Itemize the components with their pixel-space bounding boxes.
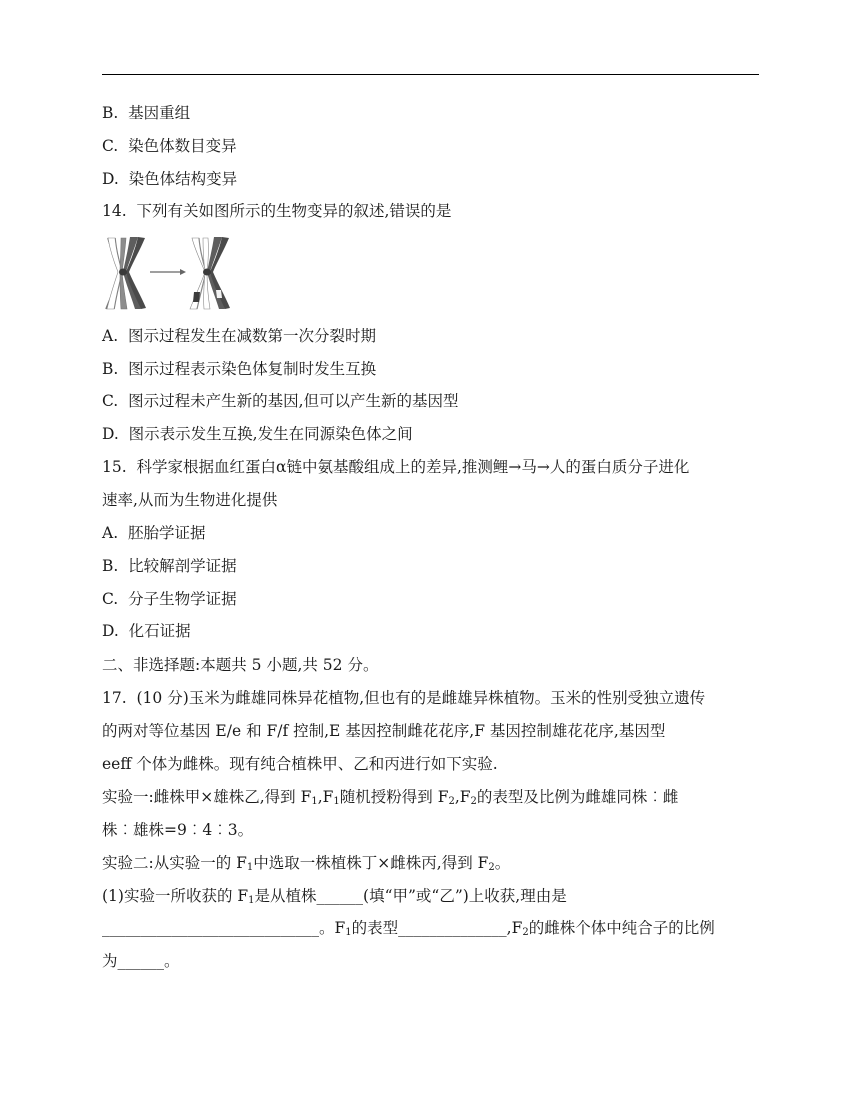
text-run: 的表型及比例为雌雄同株︰雌 — [476, 788, 679, 806]
option-d-q15: D. 化石证据 — [102, 622, 191, 640]
text-run: 的表型______________,F — [351, 919, 523, 937]
subscript: 2 — [522, 927, 529, 938]
text-run: 的雌株个体中纯合子的比例 — [528, 919, 715, 937]
subquestion-1-line2 — [102, 918, 715, 943]
option-d-q13: D. 染色体结构变异 — [102, 170, 238, 188]
subscript: 1 — [246, 862, 254, 873]
chromosome-pair-after — [190, 237, 230, 309]
text-run: 。 — [494, 854, 511, 872]
experiment-2-line — [102, 853, 510, 878]
option-c-q14: C. 图示过程未产生新的基因,但可以产生新的基因型 — [102, 392, 459, 410]
question-14-stem: 14. 下列有关如图所示的生物变异的叙述,错误的是 — [102, 202, 452, 220]
option-a-q14: A. 图示过程发生在减数第一次分裂时期 — [102, 327, 376, 345]
question-15-stem-line2: 速率,从而为生物进化提供 — [102, 491, 278, 509]
question-17-stem-line2: 的两对等位基因 E/e 和 F/f 控制,E 基因控制雌花花序,F 基因控制雄花花序,基因型 — [102, 722, 666, 740]
subquestion-1-line1 — [102, 886, 567, 911]
text-run: 中选取一株植株丁×雌株丙,得到 F — [253, 854, 489, 872]
option-b-q14: B. 图示过程表示染色体复制时发生互换 — [102, 360, 377, 378]
section-heading-nonchoice: 二、非选择题:本题共 5 小题,共 52 分。 — [102, 656, 379, 674]
text-run: ,F — [317, 788, 334, 806]
subscript: 1 — [333, 796, 340, 807]
experiment-1-line2: 株︰雄株=9︰4︰3。 — [102, 821, 254, 839]
chromosome-pair-before — [106, 237, 146, 309]
subscript: 2 — [470, 796, 477, 807]
subquestion-1-line3: 为______。 — [102, 952, 180, 970]
option-b-q13: B. 基因重组 — [102, 104, 191, 122]
subscript: 2 — [488, 862, 495, 873]
text-run: 实验一:雌株甲×雄株乙,得到 F — [102, 788, 312, 806]
question-17-stem-line1: 17. (10 分)玉米为雌雄同株异花植物,但也有的是雌雄异株植物。玉米的性别受独立遗传 — [102, 689, 706, 707]
subscript: 1 — [248, 895, 255, 906]
header-rule — [102, 74, 759, 75]
subscript: 1 — [311, 796, 318, 807]
arrow-right — [150, 269, 186, 275]
option-c-q13: C. 染色体数目变异 — [102, 137, 237, 155]
subscript: 2 — [448, 796, 455, 807]
text-run: ,F — [454, 788, 471, 806]
question-15-stem-line1: 15. 科学家根据血红蛋白α链中氨基酸组成上的差异,推测鲤→马→人的蛋白质分子进化 — [102, 458, 690, 476]
subscript: 1 — [345, 927, 352, 938]
text-run: 随机授粉得到 F — [339, 788, 449, 806]
option-c-q15: C. 分子生物学证据 — [102, 590, 237, 608]
experiment-1-line1 — [102, 787, 678, 812]
text-run: 实验二:从实验一的 F — [102, 854, 247, 872]
option-b-q15: B. 比较解剖学证据 — [102, 557, 237, 575]
text-run: (1)实验一所收获的 F — [102, 887, 249, 905]
chromosome-crossover-figure — [100, 232, 240, 314]
option-d-q14: D. 图示表示发生互换,发生在同源染色体之间 — [102, 425, 413, 443]
option-a-q15: A. 胚胎学证据 — [102, 524, 206, 542]
text-run: 是从植株______(填“甲”或“乙”)上收获,理由是 — [254, 887, 567, 905]
question-17-stem-line3: eeff 个体为雌株。现有纯合植株甲、乙和丙进行如下实验. — [102, 755, 498, 773]
text-run: ____________________________。F — [102, 919, 346, 937]
